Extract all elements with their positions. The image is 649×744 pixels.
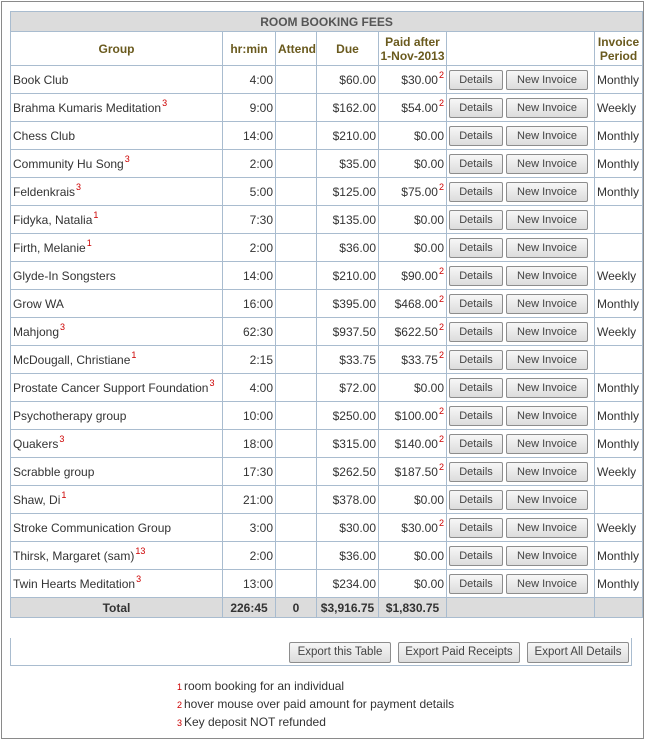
table-row: [11, 486, 643, 514]
attend-cell: [276, 458, 317, 486]
actions-cell: [447, 66, 595, 94]
group-name: Psychotherapy group: [13, 408, 127, 423]
paid-cell: [379, 570, 447, 598]
invoice-period-cell: Monthly: [595, 374, 643, 402]
legend-item: [177, 714, 454, 732]
table-row: [11, 430, 643, 458]
actions-cell: [447, 206, 595, 234]
legend-item: [177, 678, 454, 696]
attend-cell: [276, 402, 317, 430]
hrmin-cell: 10:00: [223, 402, 276, 430]
paid-footnote-mark: 2: [438, 461, 444, 472]
invoice-period-cell: Monthly: [595, 122, 643, 150]
due-cell: $395.00: [317, 290, 379, 318]
new-invoice-button[interactable]: New Invoice: [506, 182, 588, 202]
table-row: [11, 290, 643, 318]
attend-cell: [276, 262, 317, 290]
total-row: [11, 598, 643, 618]
new-invoice-button[interactable]: New Invoice: [506, 98, 588, 118]
new-invoice-button[interactable]: New Invoice: [506, 294, 588, 314]
details-button[interactable]: Details: [449, 126, 503, 146]
attend-cell: [276, 318, 317, 346]
new-invoice-button[interactable]: New Invoice: [506, 490, 588, 510]
legend-text: Key deposit NOT refunded: [184, 715, 326, 729]
attend-cell: [276, 346, 317, 374]
group-cell: [11, 66, 223, 94]
group-name: Mahjong: [13, 324, 60, 339]
new-invoice-button[interactable]: New Invoice: [506, 70, 588, 90]
paid-amount: $0.00: [413, 492, 444, 507]
table-row: [11, 570, 643, 598]
hrmin-cell: 17:30: [223, 458, 276, 486]
group-cell: [11, 122, 223, 150]
group-footnote-mark: 3: [124, 153, 130, 164]
invoice-period-cell: Weekly: [595, 458, 643, 486]
paid-cell[interactable]: [379, 178, 447, 206]
paid-cell: [379, 122, 447, 150]
group-name: Stroke Communication Group: [13, 520, 172, 535]
group-name: Shaw, Di: [13, 492, 61, 507]
actions-cell: [447, 318, 595, 346]
details-button[interactable]: Details: [449, 574, 503, 594]
due-cell: $234.00: [317, 570, 379, 598]
hrmin-cell: 5:00: [223, 178, 276, 206]
total-due: $3,916.75: [317, 598, 379, 618]
hrmin-cell: 14:00: [223, 262, 276, 290]
group-cell: [11, 206, 223, 234]
due-cell: $33.75: [317, 346, 379, 374]
paid-cell[interactable]: [379, 318, 447, 346]
invoice-period-cell: Monthly: [595, 402, 643, 430]
actions-cell: [447, 234, 595, 262]
invoice-period-cell: Monthly: [595, 66, 643, 94]
paid-amount: $187.50: [394, 464, 438, 479]
attend-cell: [276, 234, 317, 262]
paid-footnote-mark: 2: [438, 181, 444, 192]
paid-cell[interactable]: [379, 402, 447, 430]
legend-text: room booking for an individual: [184, 679, 345, 693]
new-invoice-button[interactable]: New Invoice: [506, 378, 588, 398]
paid-amount: $622.50: [394, 324, 438, 339]
actions-cell: [447, 486, 595, 514]
attend-cell: [276, 430, 317, 458]
due-cell: $36.00: [317, 542, 379, 570]
details-button[interactable]: Details: [449, 434, 503, 454]
paid-amount: $33.75: [401, 352, 438, 367]
legend-mark: 3: [177, 718, 183, 728]
actions-cell: [447, 150, 595, 178]
group-footnote-mark: 3: [136, 573, 142, 584]
group-name: Chess Club: [13, 128, 76, 143]
attend-cell: [276, 94, 317, 122]
table-row: [11, 374, 643, 402]
total-empty-actions: [447, 598, 595, 618]
group-cell: [11, 458, 223, 486]
table-row: [11, 122, 643, 150]
attend-cell: [276, 178, 317, 206]
group-footnote-mark: 3: [162, 97, 168, 108]
paid-amount: $0.00: [413, 576, 444, 591]
footnote-legend: [177, 678, 454, 732]
new-invoice-button[interactable]: New Invoice: [506, 434, 588, 454]
paid-amount: $140.00: [394, 436, 438, 451]
invoice-period-cell: Monthly: [595, 178, 643, 206]
due-cell: $36.00: [317, 234, 379, 262]
hrmin-cell: 3:00: [223, 514, 276, 542]
new-invoice-button[interactable]: New Invoice: [506, 574, 588, 594]
group-cell: [11, 570, 223, 598]
new-invoice-button[interactable]: New Invoice: [506, 350, 588, 370]
actions-cell: [447, 570, 595, 598]
paid-footnote-mark: 2: [438, 517, 444, 528]
col-header-invoice-line1: Invoice: [597, 34, 640, 49]
details-button[interactable]: Details: [449, 350, 503, 370]
group-cell: [11, 514, 223, 542]
table-row: [11, 206, 643, 234]
group-name: Twin Hearts Meditation: [13, 576, 136, 591]
due-cell: $250.00: [317, 402, 379, 430]
paid-amount: $90.00: [401, 268, 438, 283]
new-invoice-button[interactable]: New Invoice: [506, 546, 588, 566]
details-button[interactable]: Details: [449, 546, 503, 566]
table-title: ROOM BOOKING FEES: [11, 12, 643, 32]
paid-cell: [379, 150, 447, 178]
details-button[interactable]: Details: [449, 238, 503, 258]
hrmin-cell: 2:00: [223, 542, 276, 570]
actions-cell: [447, 458, 595, 486]
group-cell: [11, 290, 223, 318]
paid-footnote-mark: 2: [438, 265, 444, 276]
table-row: [11, 458, 643, 486]
paid-cell[interactable]: [379, 430, 447, 458]
attend-cell: [276, 66, 317, 94]
actions-cell: [447, 178, 595, 206]
export-all-details-button[interactable]: Export All Details: [527, 642, 629, 663]
paid-amount: $0.00: [413, 548, 444, 563]
details-button[interactable]: Details: [449, 294, 503, 314]
invoice-period-cell: Monthly: [595, 570, 643, 598]
new-invoice-button[interactable]: New Invoice: [506, 238, 588, 258]
group-name: Glyde-In Songsters: [13, 268, 116, 283]
due-cell: $72.00: [317, 374, 379, 402]
group-name: Fidyka, Natalia: [13, 212, 93, 227]
group-footnote-mark: 3: [76, 181, 82, 192]
total-empty-period: [595, 598, 643, 618]
total-label: Total: [11, 598, 223, 618]
attend-cell: [276, 150, 317, 178]
details-button[interactable]: Details: [449, 182, 503, 202]
details-button[interactable]: Details: [449, 98, 503, 118]
details-button[interactable]: Details: [449, 406, 503, 426]
due-cell: $35.00: [317, 150, 379, 178]
group-cell: [11, 346, 223, 374]
details-button[interactable]: Details: [449, 70, 503, 90]
table-row: [11, 178, 643, 206]
col-header-attend: Attend: [276, 32, 317, 66]
hrmin-cell: 62:30: [223, 318, 276, 346]
hrmin-cell: 4:00: [223, 66, 276, 94]
due-cell: $125.00: [317, 178, 379, 206]
table-row: [11, 94, 643, 122]
group-cell: [11, 318, 223, 346]
group-cell: [11, 178, 223, 206]
paid-cell: [379, 542, 447, 570]
invoice-period-cell: [595, 346, 643, 374]
due-cell: $60.00: [317, 66, 379, 94]
group-footnote-mark: 3: [209, 377, 215, 388]
col-header-actions: [447, 32, 595, 66]
hrmin-cell: 18:00: [223, 430, 276, 458]
paid-amount: $100.00: [394, 408, 438, 423]
due-cell: $210.00: [317, 122, 379, 150]
col-header-hrmin: hr:min: [223, 32, 276, 66]
group-cell: [11, 234, 223, 262]
new-invoice-button[interactable]: New Invoice: [506, 322, 588, 342]
group-cell: [11, 94, 223, 122]
group-name: Book Club: [13, 72, 69, 87]
paid-footnote-mark: 2: [438, 293, 444, 304]
table-row: [11, 402, 643, 430]
due-cell: $315.00: [317, 430, 379, 458]
actions-cell: [447, 290, 595, 318]
paid-amount: $468.00: [394, 296, 438, 311]
group-cell: [11, 262, 223, 290]
col-header-paid-line2: 1-Nov-2013: [380, 48, 445, 63]
group-cell: [11, 430, 223, 458]
group-name: Prostate Cancer Support Foundation: [13, 380, 209, 395]
paid-amount: $0.00: [413, 380, 444, 395]
attend-cell: [276, 290, 317, 318]
group-name: Firth, Melanie: [13, 240, 86, 255]
attend-cell: [276, 122, 317, 150]
paid-footnote-mark: 2: [438, 405, 444, 416]
group-name: Feldenkrais: [13, 184, 76, 199]
new-invoice-button[interactable]: New Invoice: [506, 126, 588, 146]
col-header-invoice-period: [595, 32, 643, 66]
hrmin-cell: 14:00: [223, 122, 276, 150]
paid-cell: [379, 206, 447, 234]
group-name: Scrabble group: [13, 464, 95, 479]
legend-mark: 1: [177, 682, 183, 692]
paid-cell[interactable]: [379, 458, 447, 486]
paid-cell: [379, 374, 447, 402]
group-footnote-mark: 1: [93, 209, 99, 220]
paid-amount: $0.00: [413, 128, 444, 143]
table-row: [11, 514, 643, 542]
invoice-period-cell: Monthly: [595, 430, 643, 458]
table-row: [11, 66, 643, 94]
paid-cell[interactable]: [379, 290, 447, 318]
col-header-paid: [379, 32, 447, 66]
group-footnote-mark: 3: [59, 433, 65, 444]
hrmin-cell: 16:00: [223, 290, 276, 318]
new-invoice-button[interactable]: New Invoice: [506, 210, 588, 230]
total-paid: $1,830.75: [379, 598, 447, 618]
hrmin-cell: 21:00: [223, 486, 276, 514]
group-cell: [11, 374, 223, 402]
hrmin-cell: 4:00: [223, 374, 276, 402]
group-cell: [11, 542, 223, 570]
col-header-paid-line1: Paid after: [385, 34, 440, 49]
hrmin-cell: 9:00: [223, 94, 276, 122]
group-footnote-mark: 13: [135, 545, 146, 556]
group-footnote-mark: 3: [60, 321, 66, 332]
details-button[interactable]: Details: [449, 462, 503, 482]
new-invoice-button[interactable]: New Invoice: [506, 154, 588, 174]
due-cell: $210.00: [317, 262, 379, 290]
attend-cell: [276, 570, 317, 598]
group-cell: [11, 150, 223, 178]
total-attend: 0: [276, 598, 317, 618]
paid-footnote-mark: 2: [438, 97, 444, 108]
export-bar: [10, 638, 632, 666]
invoice-period-cell: Monthly: [595, 542, 643, 570]
paid-amount: $30.00: [401, 520, 438, 535]
actions-cell: [447, 514, 595, 542]
col-header-group: Group: [11, 32, 223, 66]
group-footnote-mark: 1: [131, 349, 137, 360]
paid-cell: [379, 234, 447, 262]
details-button[interactable]: Details: [449, 210, 503, 230]
due-cell: $135.00: [317, 206, 379, 234]
invoice-period-cell: Weekly: [595, 318, 643, 346]
details-button[interactable]: Details: [449, 154, 503, 174]
legend-mark: 2: [177, 700, 183, 710]
group-cell: [11, 402, 223, 430]
group-name: McDougall, Christiane: [13, 352, 131, 367]
col-header-due: Due: [317, 32, 379, 66]
paid-cell: [379, 486, 447, 514]
actions-cell: [447, 122, 595, 150]
group-footnote-mark: 1: [61, 489, 67, 500]
paid-footnote-mark: 2: [438, 433, 444, 444]
paid-cell[interactable]: [379, 346, 447, 374]
due-cell: $162.00: [317, 94, 379, 122]
paid-cell[interactable]: [379, 514, 447, 542]
invoice-period-cell: [595, 486, 643, 514]
new-invoice-button[interactable]: New Invoice: [506, 518, 588, 538]
export-table-button[interactable]: Export this Table: [289, 642, 391, 663]
new-invoice-button[interactable]: New Invoice: [506, 406, 588, 426]
details-button[interactable]: Details: [449, 322, 503, 342]
actions-cell: [447, 374, 595, 402]
attend-cell: [276, 206, 317, 234]
due-cell: $30.00: [317, 514, 379, 542]
invoice-period-cell: Weekly: [595, 514, 643, 542]
table-row: [11, 262, 643, 290]
invoice-period-cell: Monthly: [595, 290, 643, 318]
actions-cell: [447, 346, 595, 374]
invoice-period-cell: Weekly: [595, 94, 643, 122]
due-cell: $378.00: [317, 486, 379, 514]
actions-cell: [447, 430, 595, 458]
actions-cell: [447, 402, 595, 430]
hrmin-cell: 13:00: [223, 570, 276, 598]
hrmin-cell: 7:30: [223, 206, 276, 234]
hrmin-cell: 2:00: [223, 234, 276, 262]
details-button[interactable]: Details: [449, 518, 503, 538]
details-button[interactable]: Details: [449, 490, 503, 510]
hrmin-cell: 2:00: [223, 150, 276, 178]
table-row: [11, 542, 643, 570]
attend-cell: [276, 374, 317, 402]
paid-footnote-mark: 2: [438, 321, 444, 332]
attend-cell: [276, 514, 317, 542]
group-name: Grow WA: [13, 296, 64, 311]
invoice-period-cell: [595, 234, 643, 262]
legend-text: hover mouse over paid amount for payment details: [184, 697, 455, 711]
paid-amount: $0.00: [413, 240, 444, 255]
group-name: Quakers: [13, 436, 59, 451]
actions-cell: [447, 262, 595, 290]
group-name: Thirsk, Margaret (sam): [13, 548, 135, 563]
paid-footnote-mark: 2: [438, 349, 444, 360]
new-invoice-button[interactable]: New Invoice: [506, 266, 588, 286]
hrmin-cell: 2:15: [223, 346, 276, 374]
attend-cell: [276, 486, 317, 514]
due-cell: $262.50: [317, 458, 379, 486]
actions-cell: [447, 94, 595, 122]
details-button[interactable]: Details: [449, 266, 503, 286]
paid-cell[interactable]: [379, 66, 447, 94]
paid-cell[interactable]: [379, 262, 447, 290]
paid-amount: $75.00: [401, 184, 438, 199]
table-row: [11, 318, 643, 346]
paid-amount: $0.00: [413, 156, 444, 171]
paid-footnote-mark: 2: [438, 69, 444, 80]
paid-amount: $54.00: [401, 100, 438, 115]
export-paid-receipts-button[interactable]: Export Paid Receipts: [398, 642, 520, 663]
group-name: Brahma Kumaris Meditation: [13, 100, 162, 115]
paid-amount: $0.00: [413, 212, 444, 227]
col-header-invoice-line2: Period: [599, 48, 638, 63]
paid-cell[interactable]: [379, 94, 447, 122]
total-hrmin: 226:45: [223, 598, 276, 618]
room-booking-fees-table: [10, 11, 643, 618]
invoice-period-cell: [595, 206, 643, 234]
legend-item: [177, 696, 454, 714]
table-row: [11, 346, 643, 374]
table-row: [11, 234, 643, 262]
details-button[interactable]: Details: [449, 378, 503, 398]
actions-cell: [447, 542, 595, 570]
attend-cell: [276, 542, 317, 570]
invoice-period-cell: Monthly: [595, 150, 643, 178]
invoice-period-cell: Weekly: [595, 262, 643, 290]
paid-amount: $30.00: [401, 72, 438, 87]
table-row: [11, 150, 643, 178]
group-name: Community Hu Song: [13, 156, 124, 171]
new-invoice-button[interactable]: New Invoice: [506, 462, 588, 482]
group-cell: [11, 486, 223, 514]
group-footnote-mark: 1: [86, 237, 92, 248]
due-cell: $937.50: [317, 318, 379, 346]
